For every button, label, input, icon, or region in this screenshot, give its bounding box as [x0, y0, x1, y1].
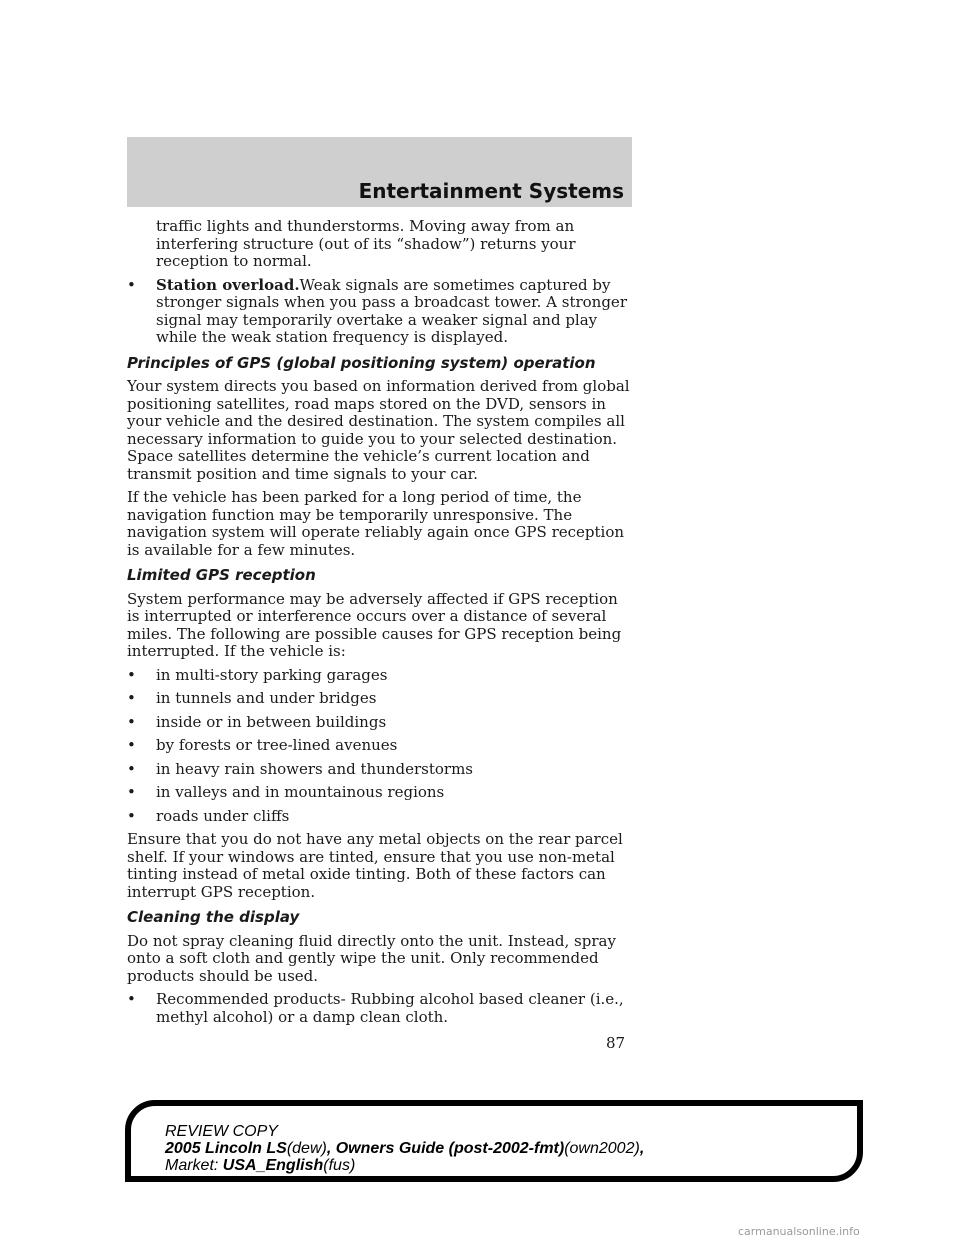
heading-cleaning: Cleaning the display [127, 908, 300, 926]
bullet-icon: • [127, 990, 136, 1008]
paragraph-limited: System performance may be adversely affected if GPS reception is interrupted or interference occurs over a distance of several miles. The following are possible causes for GPS reception being interrupted. If the vehicle is: [127, 589, 622, 660]
page-number: 87 [606, 1034, 626, 1052]
review-market: USA_English [222, 1157, 324, 1174]
review-separator: , [639, 1140, 645, 1157]
page-content [127, 218, 635, 1032]
bullet-title: Station overload. [156, 275, 300, 294]
list-item-text: in multi-story parking garages [156, 665, 388, 684]
bullet-icon: • [127, 759, 136, 778]
list-item-text: in valleys and in mountainous regions [156, 783, 445, 801]
section-title: Entertainment Systems [358, 179, 624, 203]
paragraph-metal: Ensure that you do not have any metal objects on the rear parcel shelf. If your windows are tinted, ensure that you use non-metal tinting instead of metal oxide tinting. Both of these factors can interrupt GPS reception. [127, 830, 623, 901]
heading-limited-gps: Limited GPS reception [127, 566, 316, 584]
review-market-line [165, 1157, 855, 1174]
section-header-band [127, 137, 632, 207]
review-model-code: (dew) [286, 1140, 327, 1157]
list-item-text: Recommended products- Rubbing alcohol based cleaner (i.e., methyl alcohol) or a damp clean cloth. [156, 990, 624, 1026]
review-market-label: Market: [165, 1157, 219, 1174]
list-item [127, 737, 635, 755]
bullet-icon: • [127, 665, 136, 684]
review-guide-code: (own2002) [564, 1140, 640, 1157]
review-model-line [165, 1140, 855, 1157]
list-item-text: in tunnels and under bridges [156, 689, 377, 707]
list-item [127, 714, 635, 732]
paragraph-gps-1: Your system directs you based on information derived from global positioning satellites, road maps stored on the DVD, sensors in your vehicle and the desired destination. The system compiles all necessary information to guide you to your selected destination. Space satellites determine the vehicle’s current location and transmit position and time signals to your car. [127, 377, 630, 483]
paragraph-gps-2: If the vehicle has been parked for a long period of time, the navigation function may be temporarily unresponsive. The navigation system will operate reliably again once GPS reception is available for a few minutes. [127, 488, 625, 559]
list-item-text: inside or in between buildings [156, 712, 387, 731]
bullet-text: Weak signals are sometimes captured by stronger signals when you pass a broadcast tower. A stronger signal may temporarily overtake a weaker signal and play while the weak station frequency is displayed. [156, 275, 627, 346]
heading-gps-principles: Principles of GPS (global positioning system) operation [127, 353, 596, 372]
bullet-icon: • [127, 736, 136, 754]
review-label: REVIEW COPY [165, 1123, 278, 1140]
list-item [127, 808, 635, 826]
review-model: 2005 Lincoln LS [165, 1140, 287, 1157]
list-item-text: roads under cliffs [156, 806, 290, 825]
list-item [127, 761, 635, 779]
bullet-icon: • [127, 689, 136, 707]
list-item-recommended [127, 991, 635, 1026]
review-market-code: (fus) [323, 1157, 356, 1174]
list-item-text: in heavy rain showers and thunderstorms [156, 759, 473, 778]
review-separator: , [326, 1140, 336, 1157]
bullet-icon: • [127, 783, 136, 801]
review-copy-text [165, 1123, 855, 1174]
bullet-icon: • [127, 712, 136, 731]
list-item [127, 690, 635, 708]
bullet-icon: • [127, 806, 136, 825]
paragraph-cleaning: Do not spray cleaning fluid directly onto the unit. Instead, spray onto a soft cloth and gently wipe the unit. Only recommended products should be used. [127, 931, 616, 985]
list-item [127, 667, 635, 685]
list-item-station-overload [127, 277, 635, 347]
list-item [127, 784, 635, 802]
review-guide: Owners Guide (post-2002-fmt) [335, 1140, 565, 1157]
bullet-icon: • [127, 275, 136, 294]
watermark-text: carmanualsonline.info [738, 1225, 860, 1238]
paragraph-continued: traffic lights and thunderstorms. Moving away from an interfering structure (out of its “shadow”) returns your reception to normal. [156, 217, 576, 270]
list-item-text: by forests or tree-lined avenues [156, 736, 398, 754]
